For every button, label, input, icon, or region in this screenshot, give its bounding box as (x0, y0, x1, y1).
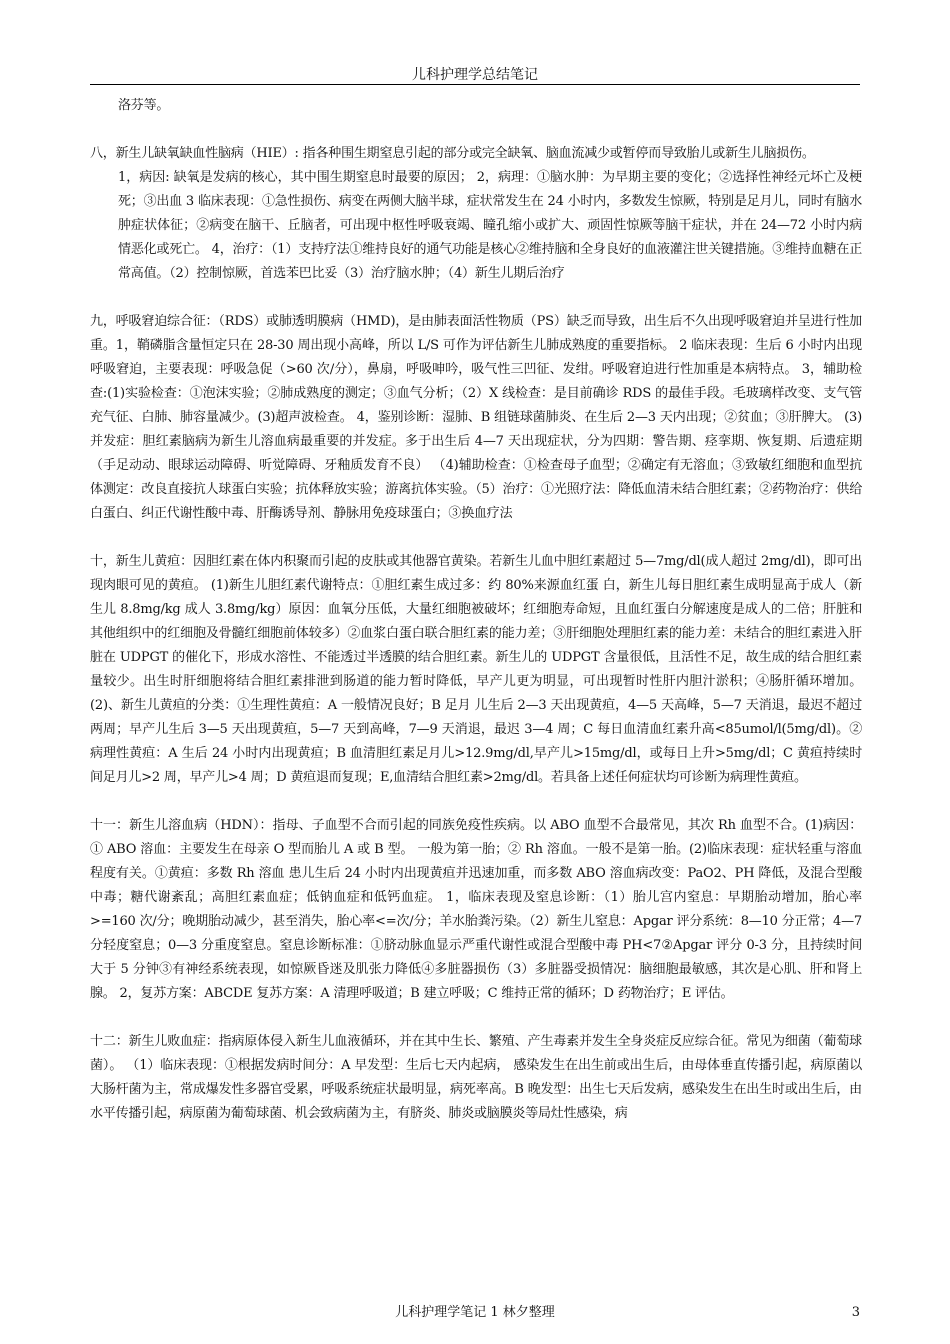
paragraph-section-11: 十一：新生儿溶血病（HDN）：指母、子血型不合而引起的同族免疫性疾病。以 ABO 血型不合最常见，其次 Rh 血型不合。(1)病因：① ABO 溶血：主要发生在母亲 O 型而胎儿 A 或 B 型。 一般为第一胎；② Rh 溶血。一般不是第一胎。(2)临床表现：症状轻重与溶血程度有关。①黄疸：多数 Rh 溶血 患儿生后 24 小时内出现黄疸并迅速加重，而多数 ABO 溶血病改变：PaO2、PH 降低，及混合型酸中毒；糖代谢紊乱；高胆红素血症；低钠血症和低钙血症。 1，临床表现及窒息诊断：（1）胎儿宫内窒息：早期胎动增加，胎心率>=160 次/分；晚期胎动减少，甚至消失，胎心率<=次/分；羊水胎粪污染。（2）新生儿窒息：Apgar 评分系统：8—10 分正常；4—7 分轻度窒息；0—3 分重度窒息。窒息诊断标准：①脐动脉血显示严重代谢性或混合型酸中毒 PH<7②Apgar 评分 0-3 分，且持续时间大于 5 分钟③有神经系统表现，如惊厥昏迷及肌张力降低④多脏器损伤（3）多脏器受损情况：脑细胞最敏感，其次是心肌、肝和肾上腺。 2，复苏方案：ABCDE 复苏方案：A 清理呼吸道；B 建立呼吸；C 维持正常的循环；D 药物治疗；E 评估。 (90, 818, 862, 1001)
paragraph-section-12: 十二：新生儿败血症：指病原体侵入新生儿血液循环，并在其中生长、繁殖、产生毒素并发生全身炎症反应综合征。常见为细菌（葡萄球菌）。 （1）临床表现：①根据发病时间分：A 早发型：生后七天内起病， 感染发生在出生前或出生后，由母体垂直传播引起，病原菌以大肠杆菌为主，常成爆发性多器官受累，呼吸系统症状最明显，病死率高。B 晚发型：出生七天后发病，感染发生在出生时或出生后，由水平传播引起，病原菌为葡萄球菌、机会致病菌为主，有脐炎、肺炎或脑膜炎等局灶性感染，病 (90, 1034, 862, 1121)
paragraph-section-9: 九，呼吸窘迫综合征：（RDS）或肺透明膜病（HMD)，是由肺表面活性物质（PS）缺乏而导致，出生后不久出现呼吸窘迫并呈进行性加重。1，鞘磷脂含量恒定只在 28-30 周出现小高峰，所以 L/S 可作为评估新生儿肺成熟度的重要指标。 2 临床表现：生后 6 小时内出现呼吸窘迫，主要表现：呼吸急促（>60 次/分），鼻扇，呼吸呻吟，吸气性三凹征、发绀。呼吸窘迫进行性加重是本病特点。 3，辅助检查:(1)实验检查：①泡沫实验；②肺成熟度的测定；③血气分析；（2）X 线检查：是目前确诊 RDS 的最佳手段。毛玻璃样改变、支气管充气征、白肺、肺容量减少。(3)超声波检查。 4，鉴别诊断：湿肺、B 组链球菌肺炎、在生后 2—3 天内出现；②贫血；③肝脾大。 (3)并发症：胆红素脑病为新生儿溶血病最重要的并发症。多于出生后 4—7 天出现症状，分为四期：警告期、痉挛期、恢复期、后遗症期（手足动动、眼球运动障碍、听觉障碍、牙釉质发育不良） （4)辅助检查：①检查母子血型；②确定有无溶血；③致敏红细胞和血型抗体测定：改良直接抗人球蛋白实验；抗体释放实验；游离抗体实验。（5）治疗：①光照疗法：降低血清未结合胆红素；②药物治疗：供给白蛋白、纠正代谢性酸中毒、肝酶诱导剂、静脉用免疫球蛋白；③换血疗法 (90, 314, 862, 521)
document-body (90, 94, 862, 1126)
paragraph-section-8-body: 1，病因: 缺氧是发病的核心，其中围生期窒息时最要的原因； 2，病理：①脑水肿：为早期主要的变化；②选择性神经元坏亡及梗死；③出血 3 临床表现：①急性损伤、病变在两侧大脑半球，症状常发生在 24 小时内，多数发生惊厥，特别是足月儿，同时有脑水肿症状体征；②病变在脑干、丘脑者，可出现中枢性呼吸衰竭、瞳孔缩小或扩大、顽固性惊厥等脑干症状，并在 24—72 小时内病情恶化或死亡。 4，治疗：（1）支持疗法①维持良好的通气功能是核心②维持脑和全身良好的血液灌注世关键措施。③维持血糖在正常高值。（2）控制惊厥，首选苯巴比妥（3）治疗脑水肿；（4）新生儿期后治疗 (118, 170, 862, 281)
paragraph-continuation: 洛芬等。 (118, 98, 170, 113)
paragraph-section-8-title: 八，新生儿缺氧缺血性脑病（HIE）: 指各种围生期窒息引起的部分或完全缺氧、脑血流减少或暂停而导致胎儿或新生儿脑损伤。 (90, 146, 815, 161)
page-number: 3 (851, 1305, 860, 1320)
page-header-title: 儿科护理学总结笔记 (412, 67, 538, 83)
paragraph-section-10: 十，新生儿黄疸：因胆红素在体内积聚而引起的皮肤或其他器官黄染。若新生儿血中胆红素超过 5—7mg/dl(成人超过 2mg/dl)，即可出现肉眼可见的黄疸。 (1)新生儿胆红素代谢特点：①胆红素生成过多：约 80%来源血红蛋 白，新生儿每日胆红素生成明显高于成人（新生儿 8.8mg/kg 成人 3.8mg/kg）原因：血氧分压低，大量红细胞被破坏；红细胞寿命短，且血红蛋白分解速度是成人的二倍；肝脏和其他组织中的红细胞及骨髓红细胞前体较多）②血浆白蛋白联合胆红素的能力差；③肝细胞处理胆红素的能力差：未结合的胆红素进入肝脏在 UDPGT 的催化下，形成水溶性、不能透过半透膜的结合胆红素。新生儿的 UDPGT 含量很低，且活性不足，故生成的结合胆红素量较少。出生时肝细胞将结合胆红素排泄到肠道的能力暂时降低，早产儿更为明显，可出现暂时性肝内胆汁淤积；④肠肝循环增加。 (2)、新生儿黄疸的分类：①生理性黄疸：A 一般情况良好；B 足月 儿生后 2—3 天出现黄疸，4—5 天高峰，5—7 天消退，最迟不超过两周；早产儿生后 3—5 天出现黄疸，5—7 天到高峰，7—9 天消退，最迟 3—4 周；C 每日血清血红素升高<85umol/l(5mg/dl)。②病理性黄疸：A 生后 24 小时内出现黄疸；B 血清胆红素足月儿>12.9mg/dl,早产儿>15mg/dl，或每日上升>5mg/dl；C 黄疸持续时间足月儿>2 周，早产儿>4 周；D 黄疸退而复现；E,血清结合胆红素>2mg/dl。若具备上述任何症状均可诊断为病理性黄疸。 (90, 554, 862, 785)
footer-text: 儿科护理学笔记 1 林夕整理 (395, 1305, 555, 1320)
header-divider (90, 84, 860, 85)
